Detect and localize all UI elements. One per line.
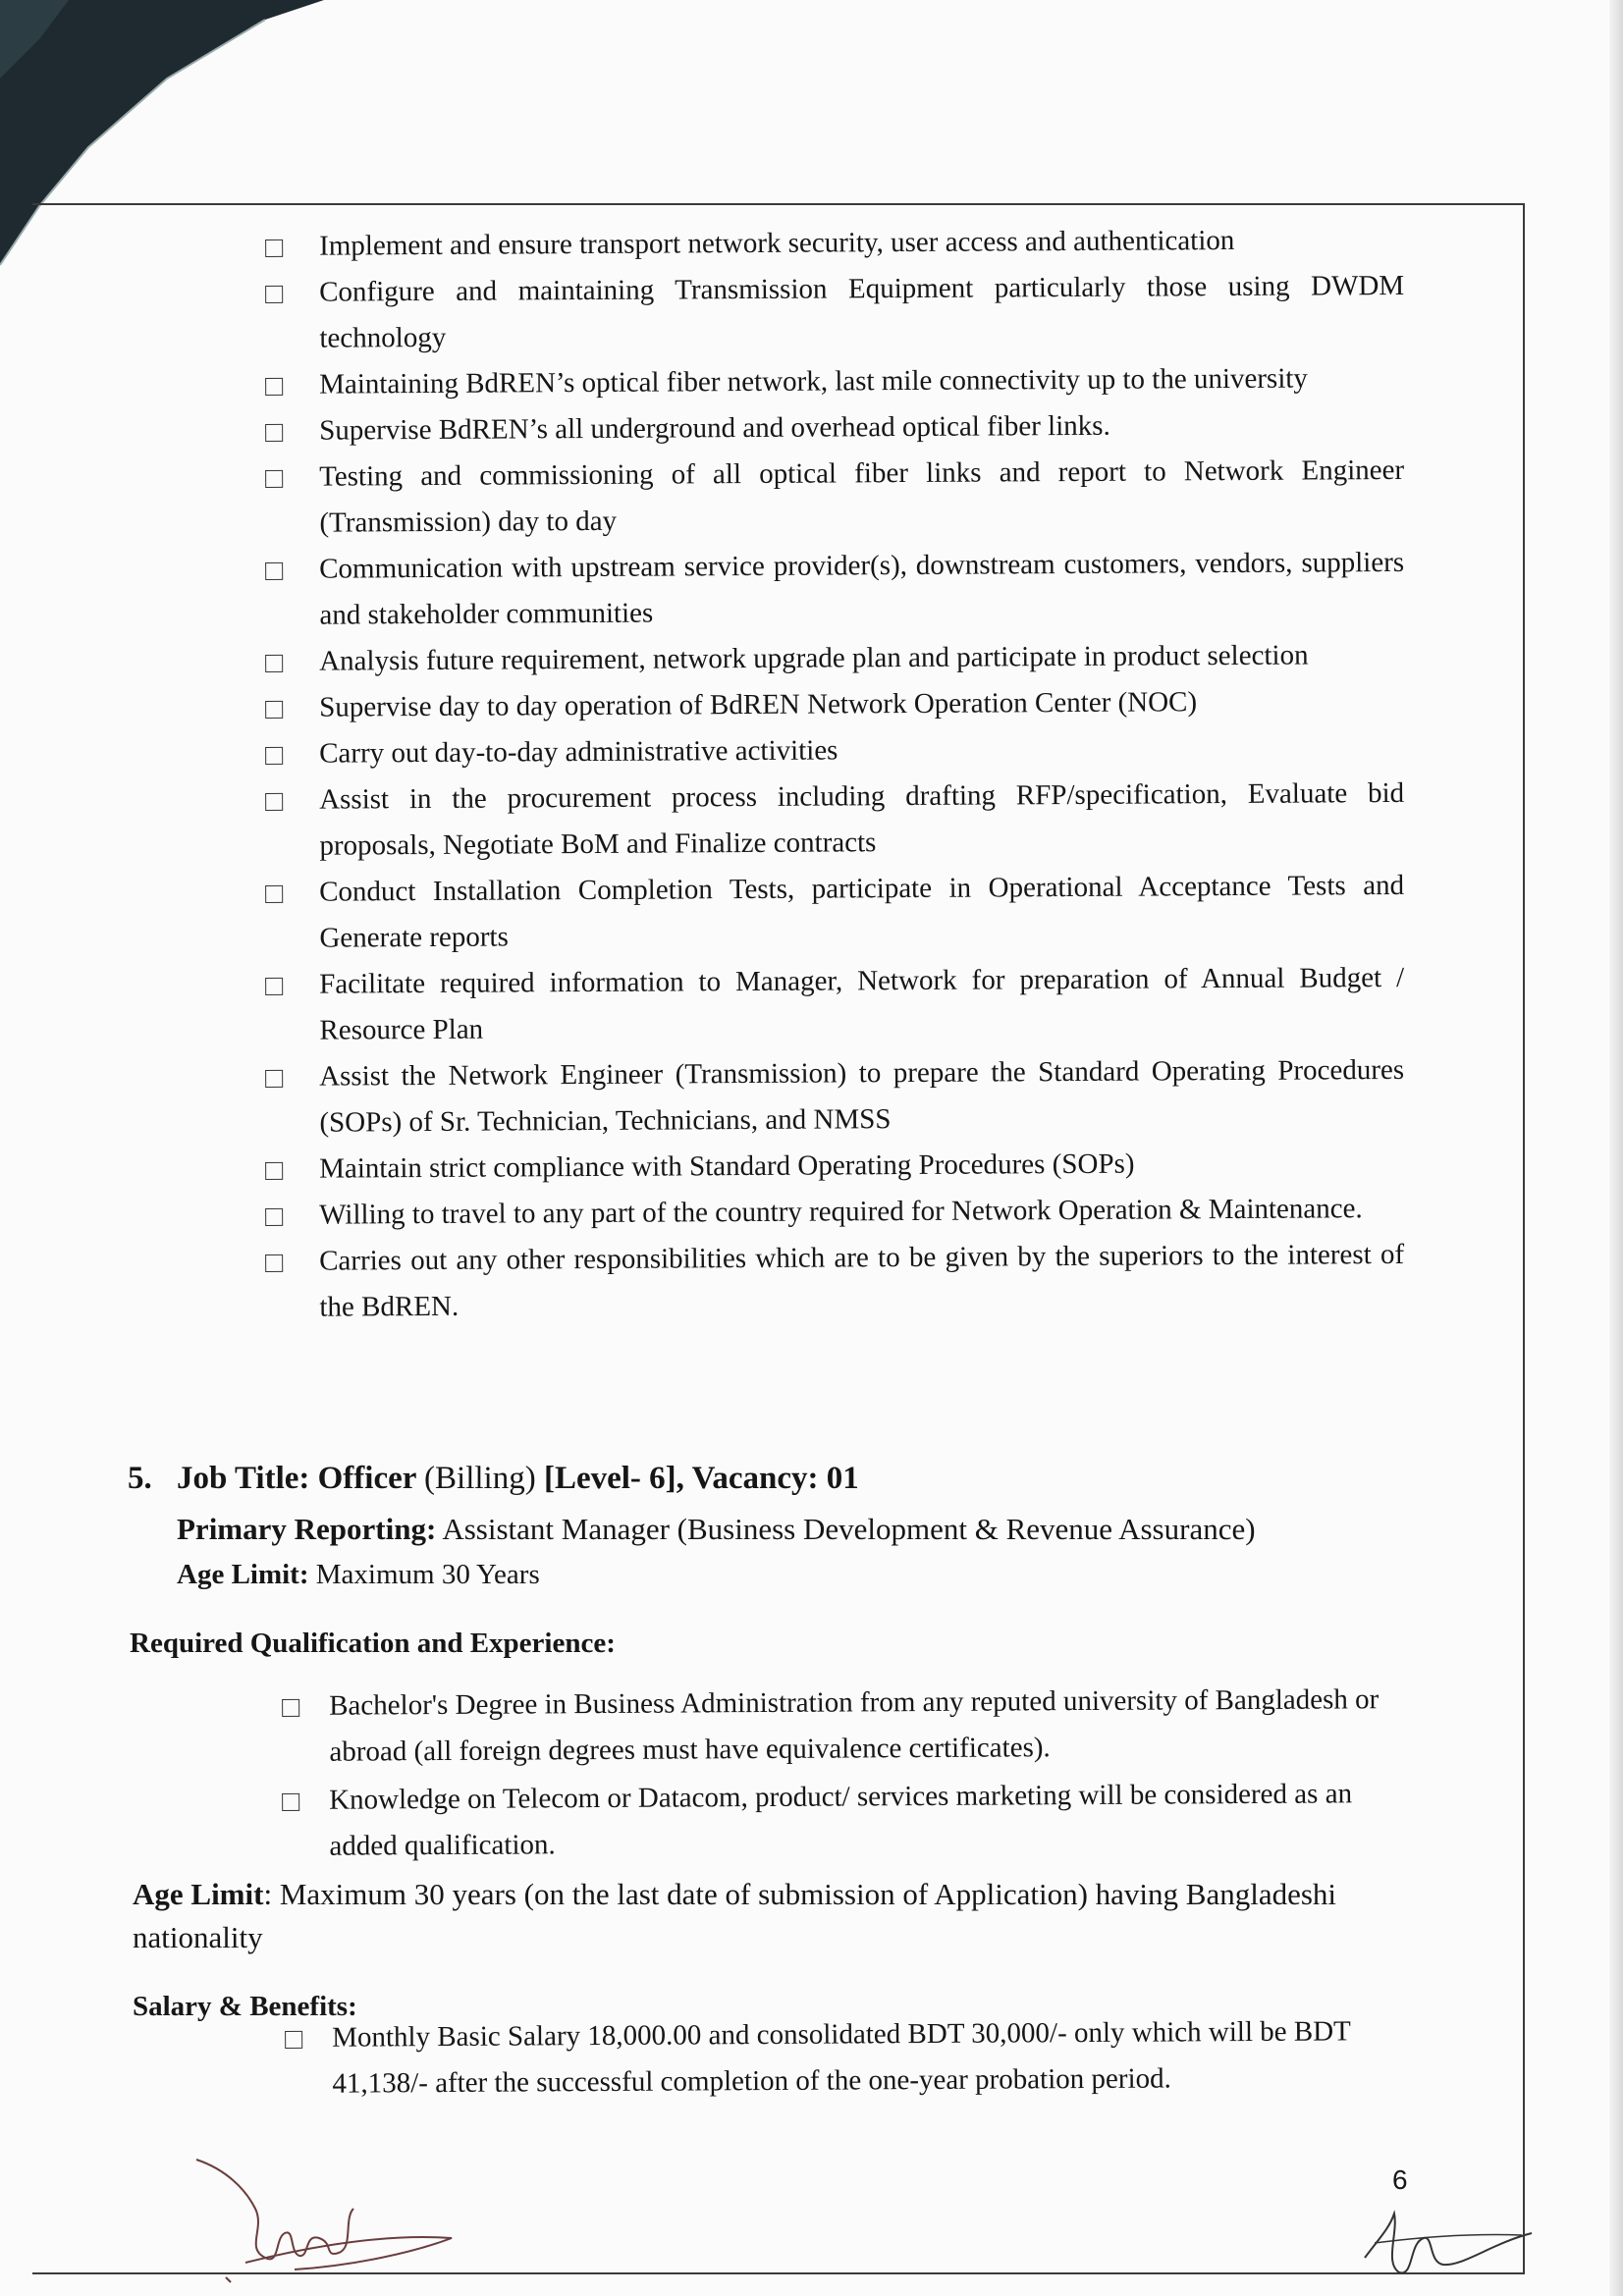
checkbox-square-icon — [265, 1162, 283, 1180]
qualification-list — [282, 1683, 1406, 1872]
age-note-label: Age Limit — [133, 1877, 264, 1911]
duty-list — [265, 224, 1404, 1331]
checkbox-square-icon — [265, 1255, 283, 1272]
primary-reporting-value: Assistant Manager (Business Development & Revenue Assurance) — [442, 1512, 1256, 1546]
age-limit-line — [177, 1559, 540, 1591]
list-item: Configure and maintaining Transmission Equipment particularly those using DWDM technology — [265, 263, 1405, 362]
checkbox-square-icon — [265, 747, 283, 765]
list-item: Maintaining BdREN’s optical fiber network, last mile connectivity up to the university — [265, 355, 1404, 408]
primary-reporting-label: Primary Reporting: — [177, 1512, 437, 1546]
list-item: Carries out any other responsibilities which are to be given by the superiors to the interest of the BdREN. — [265, 1232, 1405, 1331]
checkbox-square-icon — [265, 655, 283, 672]
page-number: 6 — [1392, 2164, 1408, 2195]
list-item: Knowledge on Telecom or Datacom, product/ services marketing will be considered as an added qualification. — [282, 1771, 1407, 1870]
list-item: Monthly Basic Salary 18,000.00 and consolidated BDT 30,000/- only which will be BDT 41,138/- after the successful completion of the one-year probation period. — [285, 2008, 1410, 2108]
age-limit-note — [133, 1873, 1409, 1959]
checkbox-square-icon — [265, 1208, 283, 1226]
salary-list — [285, 2015, 1409, 2108]
list-item: Assist the Network Engineer (Transmission) to prepare the Standard Operating Procedures (SOPs) of Sr. Technician, Technicians, and NMSS — [265, 1047, 1405, 1147]
checkbox-square-icon — [285, 2031, 302, 2049]
checkbox-square-icon — [265, 701, 283, 719]
checkbox-square-icon — [265, 793, 283, 811]
checkbox-square-icon — [282, 1699, 299, 1717]
job-title-heading — [128, 1461, 859, 1497]
primary-reporting — [177, 1512, 1256, 1547]
scan-edge-shadow — [1609, 0, 1623, 2296]
list-item: Supervise BdREN’s all underground and overhead optical fiber links. — [265, 401, 1404, 454]
list-item: Analysis future requirement, network upgrade plan and participate in product selection — [265, 632, 1404, 685]
section-number: 5. — [128, 1461, 152, 1496]
list-item: Communication with upstream service provider(s), downstream customers, vendors, suppliers and stakeholder communities — [265, 540, 1405, 639]
list-item: Conduct Installation Completion Tests, participate in Operational Acceptance Tests and Generate reports — [265, 863, 1405, 962]
signature-left-icon — [187, 2140, 481, 2287]
checkbox-square-icon — [265, 240, 283, 257]
qualification-heading: Required Qualification and Experience: — [130, 1628, 616, 1659]
checkbox-square-icon — [265, 978, 283, 995]
checkbox-square-icon — [265, 885, 283, 903]
checkbox-square-icon — [265, 562, 283, 580]
checkbox-square-icon — [265, 286, 283, 303]
checkbox-square-icon — [282, 1793, 299, 1811]
list-item: Maintain strict compliance with Standard Operating Procedures (SOPs) — [265, 1140, 1404, 1193]
list-item: Bachelor's Degree in Business Administration from any reputed university of Bangladesh or abroad (all foreign degrees must have equivalence certificates). — [282, 1677, 1407, 1776]
checkbox-square-icon — [265, 1070, 283, 1088]
list-item: Carry out day-to-day administrative activities — [265, 724, 1404, 777]
checkbox-square-icon — [265, 378, 283, 396]
list-item: Supervise day to day operation of BdREN Network Operation Center (NOC) — [265, 678, 1404, 731]
list-item: Assist in the procurement process including drafting RFP/specification, Evaluate bid proposals, Negotiate BoM and Finalize contracts — [265, 771, 1405, 870]
age-note-text: : Maximum 30 years (on the last date of submission of Application) having Bangladeshi nationality — [133, 1877, 1337, 1954]
list-item: Facilitate required information to Manager, Network for preparation of Annual Budget / Resource Plan — [265, 955, 1405, 1054]
job-title-label: Job Title: Officer — [177, 1461, 416, 1496]
checkbox-square-icon — [265, 470, 283, 488]
signature-right-icon — [1355, 2184, 1551, 2292]
salary-heading: Salary & Benefits: — [133, 1991, 357, 2022]
list-item: Willing to travel to any part of the country required for Network Operation & Maintenance. — [265, 1186, 1404, 1239]
age-limit-value: Maximum 30 Years — [315, 1559, 540, 1590]
checkbox-square-icon — [265, 424, 283, 442]
age-limit-label: Age Limit: — [177, 1559, 309, 1590]
list-item: Implement and ensure transport network security, user access and authentication — [265, 217, 1404, 270]
job-title-rest: [Level- 6], Vacancy: 01 — [543, 1461, 859, 1496]
list-item: Testing and commissioning of all optical fiber links and report to Network Engineer (Transmission) day to day — [265, 448, 1405, 547]
job-title-paren: (Billing) — [424, 1461, 536, 1496]
